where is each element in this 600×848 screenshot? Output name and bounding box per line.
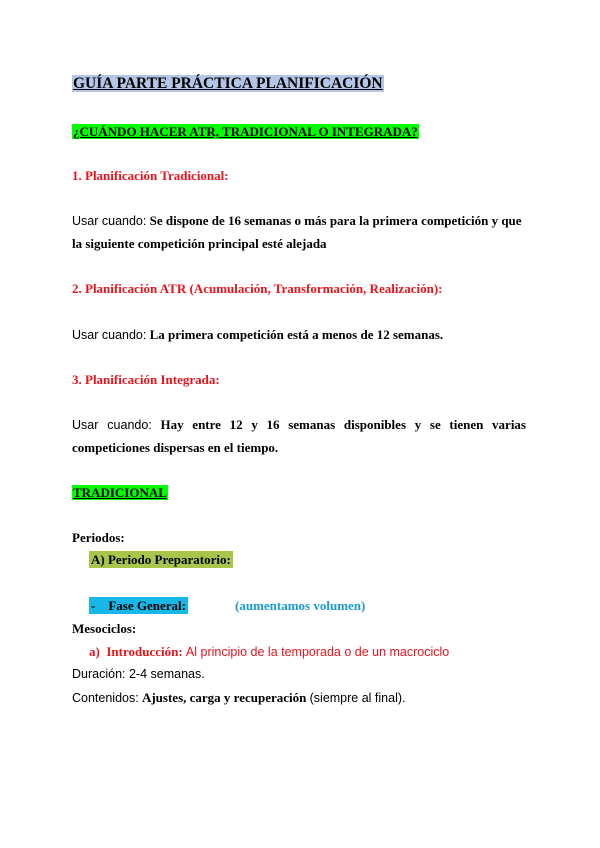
section-2-use-text: La primera competición está a menos de 12 semanas. — [149, 327, 444, 342]
periodo-a-heading: A) Periodo Preparatorio: — [91, 552, 231, 567]
periodos-label: Periodos: — [72, 530, 125, 545]
section-3-heading: 3. Planificación Integrada: — [72, 372, 220, 387]
introduccion-text: Al principio de la temporada o de un macrociclo — [185, 645, 450, 659]
fase-general-highlight — [89, 597, 188, 614]
document-title-line — [72, 75, 384, 93]
duracion-line: Duración: 2-4 semanas. — [72, 667, 205, 681]
fase-general-line — [89, 598, 188, 614]
contenidos-line — [72, 690, 406, 706]
question-heading: ¿CUÁNDO HACER ATR, TRADICIONAL O INTEGRADA? — [73, 124, 418, 139]
section-3-use-text-a: Hay entre 12 y 16 semanas disponibles y se tienen varias — [160, 417, 526, 432]
introduccion-label: Introducción: — [106, 644, 183, 659]
tradicional-heading-line — [72, 485, 168, 501]
section-1-use-text-b: la siguiente competición principal esté alejada — [72, 236, 327, 251]
section-3-use-text-b: competiciones dispersas en el tiempo. — [72, 440, 279, 455]
section-3-usage-line-1 — [72, 417, 526, 433]
document-title: GUÍA PARTE PRÁCTICA PLANIFICACIÓN — [73, 75, 383, 92]
section-2-usage-line — [72, 327, 443, 343]
fase-general-note: (aumentamos volumen) — [235, 598, 366, 613]
tradicional-heading: TRADICIONAL — [73, 485, 167, 500]
introduccion-line — [89, 644, 449, 660]
periodo-a-line — [89, 552, 233, 568]
section-1-use-text-a: Se dispone de 16 semanas o más para la primera competición y que — [149, 213, 522, 228]
question-line — [72, 124, 419, 140]
introduccion-marker: a) — [89, 644, 100, 659]
section-1-use-label: Usar cuando: — [72, 214, 147, 228]
mesociclos-label: Mesociclos: — [72, 621, 137, 636]
fase-bullet: - — [91, 598, 96, 613]
contenidos-label: Contenidos: — [72, 691, 139, 705]
section-2-heading: 2. Planificación ATR (Acumulación, Transformación, Realización): — [72, 281, 443, 296]
section-1-heading: 1. Planificación Tradicional: — [72, 168, 229, 183]
contenidos-bold: Ajustes, carga y recuperación — [141, 690, 307, 705]
section-3-use-label: Usar cuando: — [72, 418, 152, 432]
section-2-use-label: Usar cuando: — [72, 328, 147, 342]
contenidos-rest: (siempre al final). — [309, 691, 406, 705]
section-1-usage-line-1 — [72, 213, 522, 229]
fase-general-label: Fase General: — [108, 598, 186, 613]
